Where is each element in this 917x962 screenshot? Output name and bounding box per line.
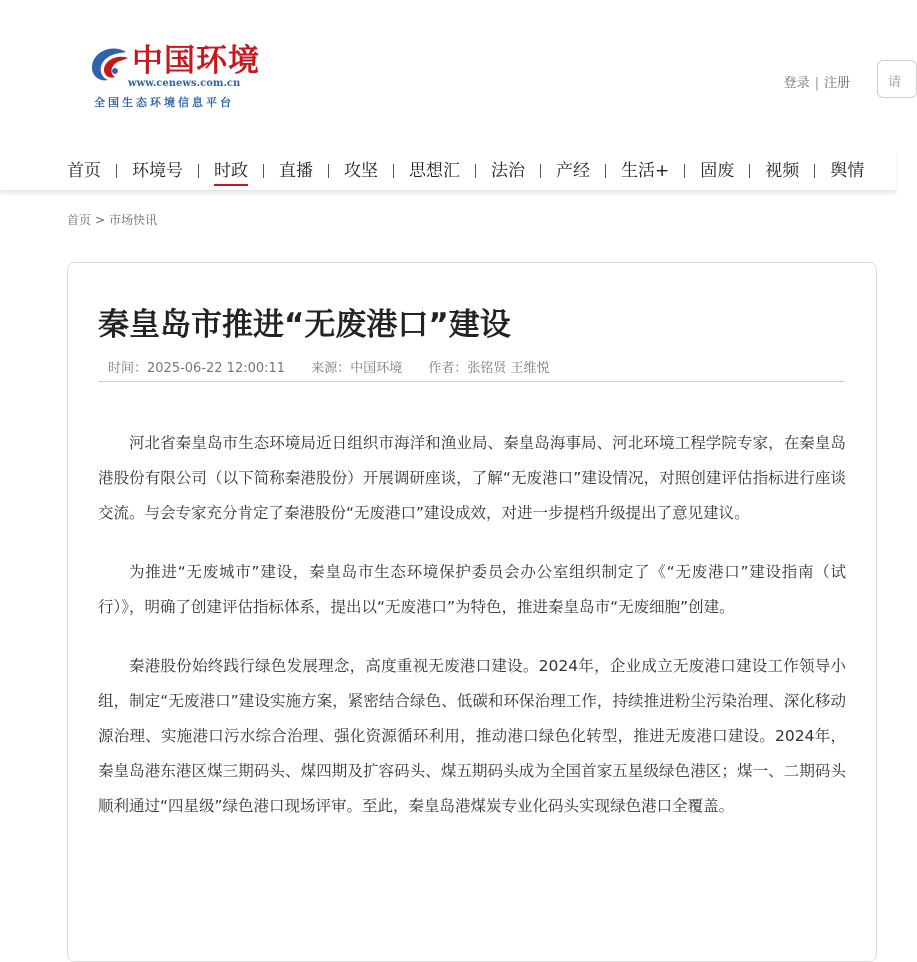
nav-item[interactable]: 首页 (67, 161, 101, 181)
breadcrumb (67, 211, 157, 228)
article-title: 秦皇岛市推进“无废港口”建设 (98, 307, 511, 343)
nav-item[interactable]: 直播 (279, 161, 313, 181)
nav-divider (475, 164, 476, 178)
site-header (0, 0, 902, 150)
nav-divider (328, 164, 329, 178)
article-paragraph: 河北省秦皇岛市生态环境局近日组织市海洋和渔业局、秦皇岛海事局、河北环境工程学院专家，在秦皇岛港股份有限公司（以下简称秦港股份）开展调研座谈，了解“无废港口”建设情况，对照创建评估指标进行座谈交流。与会专家充分肯定了秦港股份“无废港口”建设成效，对进一步提档升级提出了意见建议。 (98, 434, 846, 522)
nav-divider (540, 164, 541, 178)
logo-chinese-name: 中国环境 (132, 43, 260, 79)
article-author: 作者：张铭贤 王维悦 (428, 361, 550, 376)
nav-list (67, 152, 864, 190)
nav-divider (684, 164, 685, 178)
nav-divider (263, 164, 264, 178)
article-paragraph: 秦港股份始终践行绿色发展理念，高度重视无废港口建设。2024年，企业成立无废港口建设工作领导小组，制定“无废港口”建设实施方案，紧密结合绿色、低碳和环保治理工作，持续推进粉尘污染治理、深化移动源治理、实施港口污水综合治理、强化资源循环利用，推动港口绿色化转型，推进无废港口建设。2024年，秦皇岛港东港区煤三期码头、煤四期及扩容码头、煤五期码头成为全国首家五星级绿色港区；煤一、二期码头顺利通过“四星级”绿色港口现场评审。至此，秦皇岛港煤炭专业化码头实现绿色港口全覆盖。 (98, 657, 846, 815)
nav-item[interactable]: 视频 (765, 161, 800, 181)
nav-divider (749, 164, 750, 178)
article-time: 时间：2025-06-22 12:00:11 (108, 361, 286, 376)
article-body (98, 426, 846, 848)
breadcrumb-home[interactable]: 首页 (67, 213, 92, 227)
auth-links (784, 72, 850, 91)
nav-item[interactable]: 固废 (700, 161, 735, 181)
breadcrumb-current[interactable]: 市场快讯 (109, 213, 158, 227)
breadcrumb-arrow-icon: > (95, 213, 106, 227)
nav-divider (116, 164, 117, 178)
nav-item[interactable]: 攻坚 (344, 161, 378, 181)
site-logo[interactable] (88, 40, 288, 112)
nav-item[interactable]: 思想汇 (409, 161, 460, 181)
nav-item[interactable]: 产经 (556, 161, 590, 181)
nav-item[interactable]: 环境号 (132, 161, 183, 181)
article-paragraph: 为推进“无废城市”建设，秦皇岛市生态环境保护委员会办公室组织制定了《“无废港口”建设指南（试行）》，明确了创建评估指标体系，提出以“无废港口”为特色，推进秦皇岛市“无废细胞”创建。 (98, 563, 846, 616)
nav-item[interactable]: 舆情 (830, 161, 865, 181)
article-meta (108, 357, 572, 376)
nav-divider (198, 164, 199, 178)
nav-divider (814, 164, 815, 178)
login-link[interactable]: 登录 (783, 76, 810, 91)
logo-slogan: 全国生态环境信息平台 (94, 96, 234, 109)
nav-divider (393, 164, 394, 178)
search-input[interactable] (877, 60, 917, 98)
auth-separator: | (814, 76, 819, 91)
main-nav (0, 152, 896, 191)
article-source: 来源：中国环境 (311, 361, 403, 376)
nav-item[interactable]: 生活+ (621, 161, 670, 181)
nav-item[interactable]: 时政 (214, 152, 248, 190)
meta-divider (98, 381, 845, 382)
register-link[interactable]: 注册 (823, 76, 850, 91)
nav-item[interactable]: 法治 (491, 161, 525, 181)
search-placeholder: 请 (888, 75, 902, 90)
logo-url: www.cenews.com.cn (128, 78, 241, 89)
nav-divider (605, 164, 606, 178)
article-card (67, 262, 877, 962)
